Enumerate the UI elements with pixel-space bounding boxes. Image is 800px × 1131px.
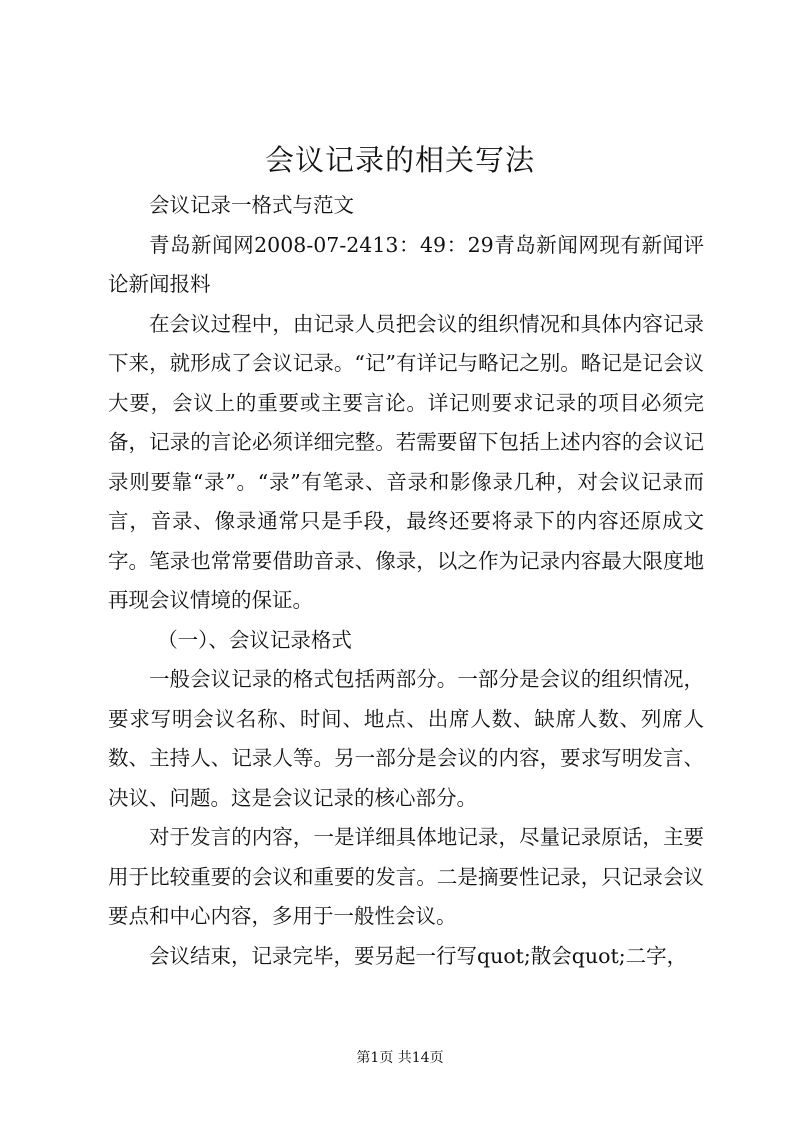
page-number-footer: 第1页 共14页 <box>356 1050 444 1066</box>
document-body <box>108 186 704 976</box>
document-title: 会议记录的相关写法 <box>264 143 535 177</box>
paragraph-speech: 对于发言的内容，一是详细具体地记录，尽量记录原话，主要用于比较重要的会议和重要的发言。二是摘要性记录，只记录会议要点和中心内容，多用于一般性会议。 <box>108 825 704 928</box>
paragraph-subtitle: 会议记录一格式与范文 <box>149 193 354 217</box>
paragraph-format: 一般会议记录的格式包括两部分。一部分是会议的组织情况，要求写明会议名称、时间、地点、出席人数、缺席人数、列席人数、主持人、记录人等。另一部分是会议的内容，要求写明发言、决议、问题。这是会议记录的核心部分。 <box>108 667 704 810</box>
paragraph-ending: 会议结束，记录完毕，要另起一行写quot;散会quot;二字， <box>149 943 688 968</box>
paragraph-source: 青岛新闻网2008-07-2413：49：29青岛新闻网现有新闻评论新闻报料 <box>108 232 704 296</box>
paragraph-intro: 在会议过程中，由记录人员把会议的组织情况和具体内容记录下来，就形成了会议记录。“记”有详记与略记之别。略记是记会议大要，会议上的重要或主要言论。详记则要求记录的项目必须完备，记录的言论必须详细完整。若需要留下包括上述内容的会议记录则要靠“录”。“录”有笔录、音录和影像录几种，对会议记录而言，音录、像录通常只是手段，最终还要将录下的内容还原成文字。笔录也常常要借助音录、像录，以之作为记录内容最大限度地再现会议情境的保证。 <box>108 311 704 612</box>
section-heading: （一）、会议记录格式 <box>157 627 352 652</box>
